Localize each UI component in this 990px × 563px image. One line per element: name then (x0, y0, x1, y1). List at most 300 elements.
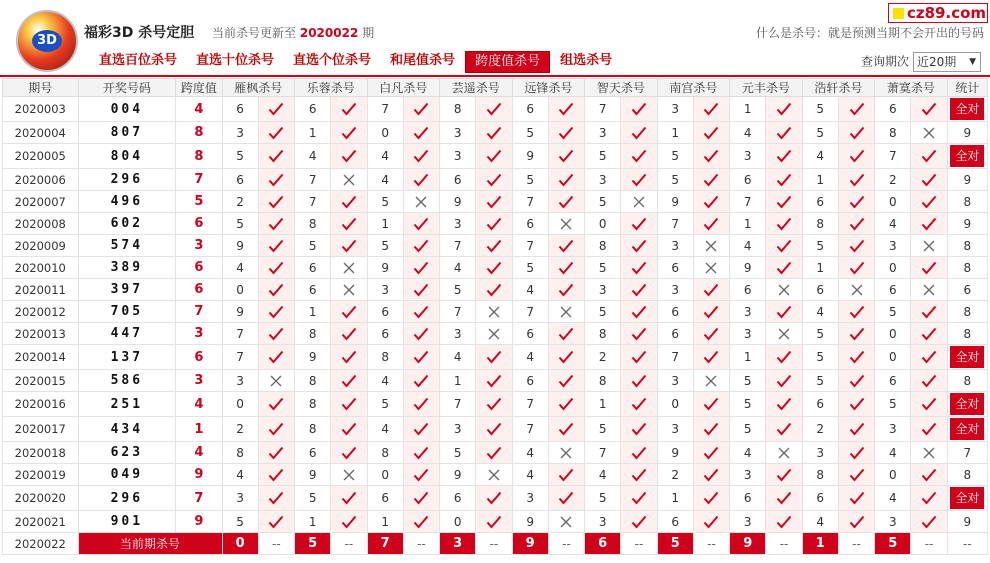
check-icon (849, 305, 865, 319)
hit-mark (766, 345, 802, 370)
kill-number: 5 (512, 122, 548, 144)
hit-mark (403, 97, 439, 122)
check-icon (631, 102, 647, 116)
table-row (3, 301, 988, 323)
check-icon (631, 374, 647, 388)
cross-icon (560, 218, 572, 230)
tab-1[interactable]: 直选百位杀号 (99, 53, 178, 68)
check-icon (341, 422, 357, 436)
period-cell: 2020006 (3, 169, 79, 191)
cross-icon (705, 262, 717, 274)
check-icon (776, 149, 792, 163)
stat-cell (947, 486, 987, 511)
hit-mark (258, 392, 294, 417)
nav-tabs (90, 51, 622, 73)
kill-number: 6 (657, 511, 693, 533)
stat-cell: 8 (947, 464, 987, 486)
draw-number: 397 (78, 279, 176, 301)
hit-mark (621, 301, 657, 323)
brand-link[interactable] (888, 3, 988, 23)
check-icon (486, 283, 502, 297)
check-icon (776, 261, 792, 275)
kill-number: 6 (802, 486, 838, 511)
tab-4[interactable]: 和尾值杀号 (390, 53, 456, 68)
predicted-kill: 3 (440, 533, 476, 555)
check-icon (703, 102, 719, 116)
check-icon (631, 491, 647, 505)
update-suffix: 期 (362, 26, 375, 40)
hit-mark (403, 511, 439, 533)
kill-number: 6 (367, 301, 403, 323)
hit-mark (838, 169, 874, 191)
hit-mark (838, 97, 874, 122)
draw-number: 586 (78, 370, 176, 392)
check-icon (341, 149, 357, 163)
table-row (3, 235, 988, 257)
hit-mark (838, 442, 874, 464)
hit-mark (693, 144, 729, 169)
check-icon (703, 126, 719, 140)
hit-mark (693, 345, 729, 370)
check-icon (703, 217, 719, 231)
draw-number: 004 (78, 97, 176, 122)
hit-mark (258, 442, 294, 464)
hit-mark (403, 442, 439, 464)
hit-mark (621, 97, 657, 122)
hit-mark (693, 97, 729, 122)
hit-mark (766, 235, 802, 257)
kill-number: 4 (440, 345, 476, 370)
kill-number: 6 (802, 392, 838, 417)
predicted-kill: 9 (512, 533, 548, 555)
miss-mark (693, 257, 729, 279)
kill-number: 6 (222, 97, 258, 122)
check-icon (776, 305, 792, 319)
hit-mark (331, 486, 367, 511)
header (0, 0, 990, 78)
check-icon (776, 422, 792, 436)
kill-number: 1 (730, 213, 766, 235)
hit-mark (476, 486, 512, 511)
kill-number: 7 (295, 169, 331, 191)
kill-number: 3 (440, 122, 476, 144)
hit-mark (476, 392, 512, 417)
check-icon (558, 261, 574, 275)
cross-icon (923, 127, 935, 139)
kill-number: 8 (295, 417, 331, 442)
span-value: 3 (176, 323, 222, 345)
kill-number: 3 (730, 464, 766, 486)
kill-number: 5 (802, 97, 838, 122)
table-row (3, 392, 988, 417)
predicted-kill: 6 (585, 533, 621, 555)
kill-number: 3 (657, 417, 693, 442)
stat-cell: 8 (947, 323, 987, 345)
hit-mark (766, 392, 802, 417)
check-icon (631, 327, 647, 341)
kill-number: 3 (222, 122, 258, 144)
hit-mark (911, 323, 947, 345)
kill-number: 3 (440, 417, 476, 442)
kill-number: 3 (585, 279, 621, 301)
check-icon (776, 491, 792, 505)
tab-5[interactable]: 跨度值杀号 (465, 51, 550, 73)
check-icon (268, 261, 284, 275)
kill-number: 0 (875, 464, 911, 486)
check-icon (413, 446, 429, 460)
column-header: 元丰杀号 (730, 79, 803, 97)
hit-mark (766, 417, 802, 442)
table-row (3, 191, 988, 213)
kill-number: 5 (585, 257, 621, 279)
current-label: 当前期杀号 (78, 533, 222, 555)
update-text: 当前杀号更新至 (212, 26, 297, 40)
kill-number: 3 (657, 279, 693, 301)
hit-mark (911, 213, 947, 235)
hit-mark (766, 144, 802, 169)
kill-number: 3 (512, 486, 548, 511)
kill-number: 6 (512, 370, 548, 392)
stat-cell: 8 (947, 235, 987, 257)
check-icon (849, 374, 865, 388)
span-value: 6 (176, 213, 222, 235)
hit-mark (258, 486, 294, 511)
hit-mark (621, 235, 657, 257)
column-header: 浩轩杀号 (802, 79, 875, 97)
period-cell: 2020010 (3, 257, 79, 279)
hit-mark (403, 486, 439, 511)
period-cell: 2020009 (3, 235, 79, 257)
miss-mark (766, 279, 802, 301)
check-icon (341, 515, 357, 529)
kill-number: 0 (367, 122, 403, 144)
pending-mark: -- (548, 533, 584, 555)
kill-number: 5 (367, 191, 403, 213)
period-cell: 2020003 (3, 97, 79, 122)
stat-cell: 8 (947, 191, 987, 213)
kill-number: 6 (657, 257, 693, 279)
span-value: 6 (176, 279, 222, 301)
kill-number: 4 (875, 213, 911, 235)
check-icon (703, 149, 719, 163)
kill-number: 1 (295, 511, 331, 533)
period-cell: 2020008 (3, 213, 79, 235)
table-row (3, 417, 988, 442)
kill-number: 7 (657, 213, 693, 235)
cross-icon (705, 240, 717, 252)
tab-2[interactable]: 直选十位杀号 (196, 53, 275, 68)
check-icon (776, 217, 792, 231)
check-icon (558, 283, 574, 297)
kill-number: 6 (512, 323, 548, 345)
kill-number: 9 (367, 257, 403, 279)
kill-number: 8 (222, 442, 258, 464)
pending-mark: -- (476, 533, 512, 555)
hit-mark (476, 442, 512, 464)
kill-number: 7 (585, 442, 621, 464)
kill-number: 9 (295, 464, 331, 486)
check-icon (776, 173, 792, 187)
hit-mark (838, 144, 874, 169)
kill-number: 1 (367, 511, 403, 533)
check-icon (558, 239, 574, 253)
hit-mark (621, 392, 657, 417)
hit-mark (403, 257, 439, 279)
kill-number: 9 (440, 464, 476, 486)
hit-mark (838, 486, 874, 511)
cross-icon (560, 306, 572, 318)
kill-number: 9 (657, 191, 693, 213)
check-icon (849, 327, 865, 341)
cross-icon (778, 284, 790, 296)
check-icon (849, 261, 865, 275)
check-icon (486, 350, 502, 364)
kill-number: 4 (295, 144, 331, 169)
check-icon (631, 422, 647, 436)
span-value: 7 (176, 486, 222, 511)
check-icon (558, 350, 574, 364)
hit-mark (621, 169, 657, 191)
kill-number: 5 (367, 235, 403, 257)
check-icon (486, 422, 502, 436)
hit-mark (911, 301, 947, 323)
check-icon (849, 126, 865, 140)
hit-mark (403, 417, 439, 442)
check-icon (486, 491, 502, 505)
hit-mark (911, 464, 947, 486)
hit-mark (766, 97, 802, 122)
cross-icon (923, 284, 935, 296)
draw-number: 496 (78, 191, 176, 213)
kill-number: 3 (440, 323, 476, 345)
period-select[interactable] (913, 52, 981, 72)
hit-mark (911, 191, 947, 213)
full-correct-badge: 全对 (950, 487, 984, 509)
cross-icon (778, 328, 790, 340)
kill-number: 7 (222, 323, 258, 345)
kill-number: 7 (512, 301, 548, 323)
check-icon (849, 149, 865, 163)
column-header: 南宫杀号 (657, 79, 730, 97)
cross-icon (488, 328, 500, 340)
period-selector (861, 52, 981, 72)
table-row (3, 464, 988, 486)
kill-number: 7 (512, 191, 548, 213)
table-row (3, 97, 988, 122)
pending-mark: -- (766, 533, 802, 555)
check-icon (703, 515, 719, 529)
period-cell: 2020015 (3, 370, 79, 392)
hit-mark (258, 279, 294, 301)
span-value: 8 (176, 144, 222, 169)
kill-number: 3 (730, 323, 766, 345)
cross-icon (270, 375, 282, 387)
tab-6[interactable]: 组选杀号 (560, 53, 613, 68)
kill-number: 6 (730, 486, 766, 511)
logo (16, 10, 78, 72)
hit-mark (693, 191, 729, 213)
span-value: 6 (176, 257, 222, 279)
kill-number: 1 (802, 169, 838, 191)
period-cell: 2020021 (3, 511, 79, 533)
miss-mark (766, 323, 802, 345)
miss-mark (548, 301, 584, 323)
span-value: 6 (176, 345, 222, 370)
kill-number: 0 (367, 464, 403, 486)
check-icon (341, 217, 357, 231)
hit-mark (476, 417, 512, 442)
check-icon (849, 173, 865, 187)
check-icon (849, 217, 865, 231)
kill-number: 5 (802, 323, 838, 345)
kill-number: 6 (802, 279, 838, 301)
check-icon (921, 305, 937, 319)
full-correct-badge: 全对 (950, 346, 984, 368)
kill-number: 8 (367, 442, 403, 464)
hit-mark (838, 235, 874, 257)
hit-mark (911, 392, 947, 417)
hit-mark (693, 511, 729, 533)
update-period: 2020022 (299, 26, 359, 40)
cross-icon (705, 375, 717, 387)
cross-icon (343, 284, 355, 296)
check-icon (631, 468, 647, 482)
check-icon (268, 515, 284, 529)
table-row (3, 169, 988, 191)
tab-3[interactable]: 直选个位杀号 (293, 53, 372, 68)
pending-mark: -- (258, 533, 294, 555)
kill-number: 4 (730, 235, 766, 257)
predicted-kill: 5 (657, 533, 693, 555)
period-cell: 2020014 (3, 345, 79, 370)
check-icon (268, 173, 284, 187)
hit-mark (838, 191, 874, 213)
kill-number: 1 (295, 301, 331, 323)
kill-number: 7 (440, 392, 476, 417)
cross-icon (343, 262, 355, 274)
kill-number: 9 (440, 191, 476, 213)
column-header: 智天杀号 (585, 79, 658, 97)
column-header: 跨度值 (176, 79, 222, 97)
hit-mark (911, 97, 947, 122)
hit-mark (476, 370, 512, 392)
miss-mark (548, 511, 584, 533)
kill-number: 8 (585, 235, 621, 257)
check-icon (703, 422, 719, 436)
kill-number: 4 (440, 257, 476, 279)
check-icon (413, 422, 429, 436)
kill-number: 1 (730, 345, 766, 370)
hit-mark (403, 144, 439, 169)
table-row (3, 257, 988, 279)
kill-number: 6 (730, 279, 766, 301)
update-info (212, 24, 374, 41)
predicted-kill: 5 (295, 533, 331, 555)
kill-number-table (2, 78, 988, 555)
column-header: 期号 (3, 79, 79, 97)
column-header: 雁枫杀号 (222, 79, 295, 97)
draw-number: 251 (78, 392, 176, 417)
kill-number: 0 (875, 191, 911, 213)
check-icon (631, 126, 647, 140)
check-icon (341, 397, 357, 411)
check-icon (631, 397, 647, 411)
check-icon (849, 446, 865, 460)
check-icon (486, 261, 502, 275)
hit-mark (693, 301, 729, 323)
hit-mark (331, 323, 367, 345)
hit-mark (621, 323, 657, 345)
cross-icon (851, 284, 863, 296)
hit-mark (621, 511, 657, 533)
hit-mark (838, 122, 874, 144)
check-icon (921, 515, 937, 529)
kill-number: 7 (440, 235, 476, 257)
kill-number: 5 (657, 144, 693, 169)
kill-number: 4 (802, 144, 838, 169)
kill-number: 6 (440, 486, 476, 511)
hit-mark (476, 213, 512, 235)
check-icon (558, 468, 574, 482)
kill-number: 7 (295, 191, 331, 213)
cross-icon (923, 447, 935, 459)
check-icon (558, 422, 574, 436)
hit-mark (258, 144, 294, 169)
kill-number: 6 (512, 97, 548, 122)
hit-mark (548, 97, 584, 122)
kill-number: 7 (657, 345, 693, 370)
hit-mark (693, 486, 729, 511)
period-cell: 2020005 (3, 144, 79, 169)
kill-number: 0 (222, 392, 258, 417)
check-icon (486, 173, 502, 187)
kill-number: 2 (222, 417, 258, 442)
hit-mark (331, 345, 367, 370)
check-icon (849, 350, 865, 364)
kill-number: 4 (730, 122, 766, 144)
predicted-kill: 5 (875, 533, 911, 555)
kill-number: 3 (585, 169, 621, 191)
kill-number: 3 (440, 144, 476, 169)
kill-number: 5 (585, 417, 621, 442)
hit-mark (476, 144, 512, 169)
brand-text: cz89.com (907, 4, 987, 22)
hit-mark (621, 417, 657, 442)
kill-number: 3 (730, 144, 766, 169)
hit-mark (548, 235, 584, 257)
span-value: 7 (176, 169, 222, 191)
kill-number: 7 (730, 191, 766, 213)
kill-number: 3 (440, 213, 476, 235)
current-period: 2020022 (3, 533, 79, 555)
kill-number: 5 (585, 144, 621, 169)
period-cell: 2020012 (3, 301, 79, 323)
span-value: 4 (176, 97, 222, 122)
stat-cell: 8 (947, 370, 987, 392)
check-icon (413, 305, 429, 319)
check-icon (413, 327, 429, 341)
hit-mark (548, 486, 584, 511)
kill-number: 6 (295, 257, 331, 279)
check-icon (703, 195, 719, 209)
pending-mark: -- (838, 533, 874, 555)
kill-number: 0 (440, 511, 476, 533)
check-icon (921, 397, 937, 411)
hit-mark (911, 144, 947, 169)
hit-mark (621, 486, 657, 511)
hit-mark (766, 191, 802, 213)
check-icon (703, 350, 719, 364)
